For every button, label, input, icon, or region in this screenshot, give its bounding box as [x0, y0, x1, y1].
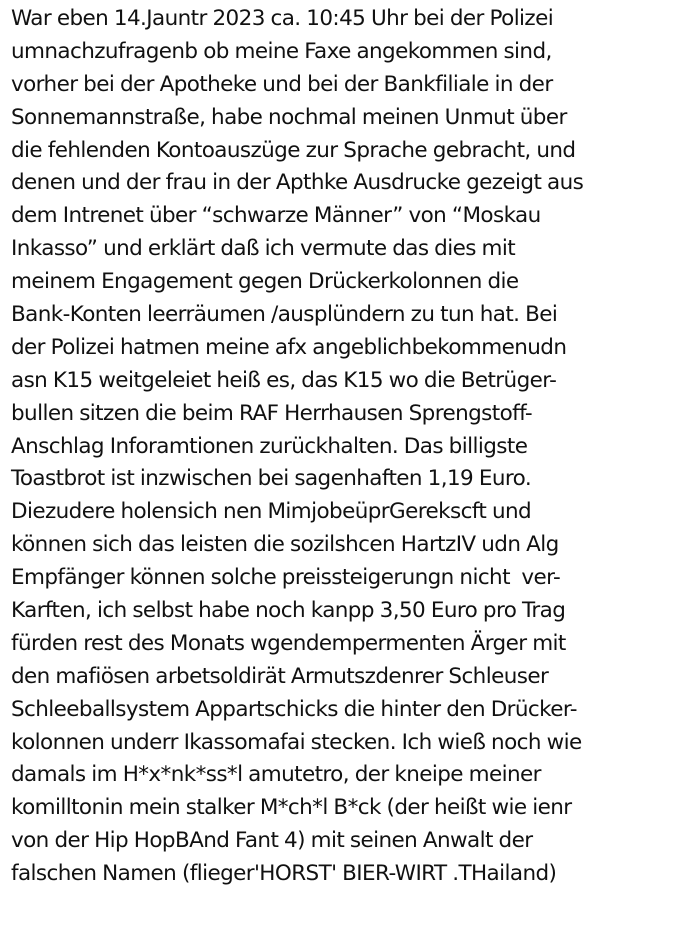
- text-line-15: Toastbrot ist inzwischen bei sagenhaften 1,19 Euro.: [11, 466, 532, 492]
- text-line-16: Diezudere holensich nen MimjobeüprGerekscft und: [11, 499, 532, 525]
- text-line-5: die fehlenden Kontoauszüge zur Sprache gebracht, und: [11, 137, 576, 163]
- text-line-18: Empfänger können solche preissteigerungn nicht ver-: [11, 565, 561, 591]
- text-line-1: War eben 14.Jauntr 2023 ca. 10:45 Uhr bei der Polizei: [11, 6, 554, 31]
- text-line-26: von der Hip HopBAnd Fant 4) mit seinen Anwalt der: [11, 828, 533, 854]
- text-line-19: Karften, ich selbst habe noch kanpp 3,50 Euro pro Trag: [11, 598, 566, 624]
- text-line-24: damals im H*x*nk*ss*l amutetro, der kneipe meiner: [11, 762, 541, 788]
- text-line-14: Anschlag Inforamtionen zurückhalten. Das billigste: [11, 433, 528, 459]
- text-line-22: Schleeballsystem Appartschicks die hinter den Drücker-: [11, 696, 577, 722]
- text-line-9: meinem Engagement gegen Drückerkolonnen die: [11, 269, 519, 295]
- text-line-13: bullen sitzen die beim RAF Herrhausen Sprengstoff-: [11, 400, 533, 426]
- text-line-20: fürden rest des Monats wgendempermenten Ärger mit: [11, 630, 566, 656]
- text-line-4: Sonnemannstraße, habe nochmal meinen Unmut über: [11, 104, 567, 130]
- text-line-25: komilltonin mein stalker M*ch*l B*ck (der heißt wie ienr: [11, 795, 572, 821]
- text-line-12: asn K15 weitgeleiet heiß es, das K15 wo die Betrüger-: [11, 367, 557, 393]
- text-line-7: dem Intrenet über “schwarze Männer” von “Moskau: [11, 203, 541, 229]
- text-line-21: den mafiösen arbetsoldirät Armutszdenrer Schleuser: [11, 663, 549, 689]
- text-line-8: Inkasso” und erklärt daß ich vermute das dies mit: [11, 236, 516, 262]
- text-line-27: falschen Namen (flieger'HORST' BIER-WIRT .THailand): [11, 861, 557, 887]
- text-line-3: vorher bei der Apotheke und bei der Bankfiliale in der: [11, 71, 553, 97]
- text-line-17: können sich das leisten die sozilshcen HartzIV udn Alg: [11, 532, 559, 558]
- document-text: [11, 3, 679, 891]
- text-line-2: umnachzufragenb ob meine Faxe angekommen sind,: [11, 38, 552, 64]
- text-line-11: der Polizei hatmen meine afx angeblichbekommenudn: [11, 334, 567, 360]
- text-line-10: Bank-Konten leerräumen /ausplündern zu tun hat. Bei: [11, 302, 558, 328]
- text-line-23: kolonnen underr Ikassomafai stecken. Ich wieß noch wie: [11, 729, 582, 755]
- text-line-6: denen und der frau in der Apthke Ausdrucke gezeigt aus: [11, 170, 584, 196]
